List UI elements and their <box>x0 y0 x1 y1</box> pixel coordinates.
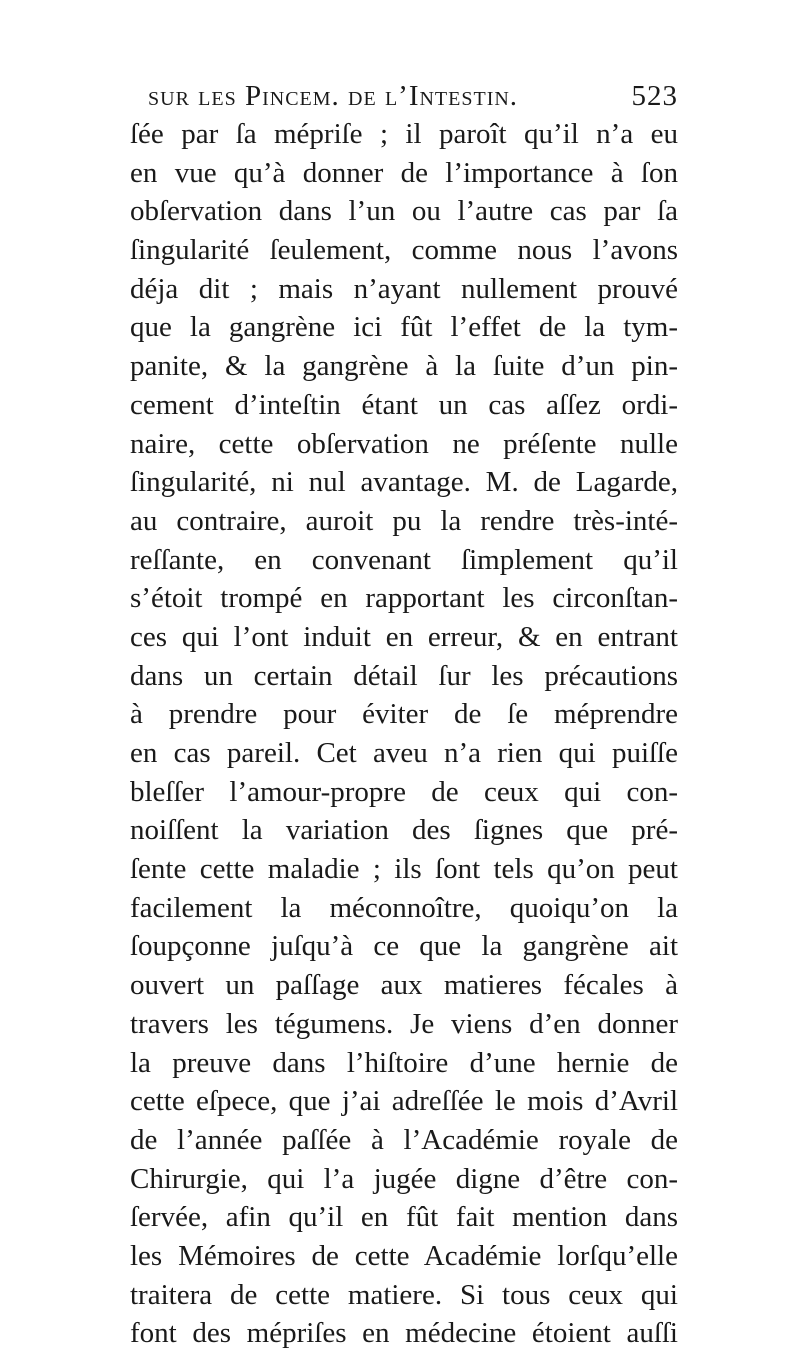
text-line: ſente cette maladie ; ils ſont tels qu’on peut <box>130 853 678 886</box>
text-line: ſoupçonne juſqu’à ce que la gangrène ait <box>130 930 678 963</box>
text-line: ces qui l’ont induit en erreur, & en entrant <box>130 620 678 653</box>
text-line: Chirurgie, qui l’a jugée digne d’être con- <box>130 1162 678 1195</box>
text-line: déja dit ; mais n’ayant nullement prouvé <box>130 272 678 305</box>
text-line: cement d’inteſtin étant un cas aſſez ordi- <box>130 388 678 421</box>
text-line: de l’année paſſée à l’Académie royale de <box>130 1123 678 1156</box>
text-line: noiſſent la variation des ſignes que pré- <box>130 814 678 847</box>
text-line: dans un certain détail ſur les précautions <box>130 659 678 692</box>
text-line: ſingularité ſeulement, comme nous l’avons <box>130 234 678 267</box>
text-line: panite, & la gangrène à la ſuite d’un pin- <box>130 350 678 383</box>
body-text <box>130 115 678 1353</box>
text-line: en cas pareil. Cet aveu n’a rien qui puiſſe <box>130 737 678 769</box>
text-line: cette eſpece, que j’ai adreſſée le mois d’Avril <box>130 1085 678 1118</box>
text-line: la preuve dans l’hiſtoire d’une hernie de <box>130 1046 678 1079</box>
text-line: font des mépriſes en médecine étoient auſſi <box>130 1317 678 1350</box>
text-line: ſée par ſa mépriſe ; il paroît qu’il n’a eu <box>130 118 678 150</box>
text-line: s’étoit trompé en rapportant les circonſtan- <box>130 582 678 615</box>
text-line: ſervée, afin qu’il en fût fait mention dans <box>130 1201 678 1234</box>
text-line: facilement la méconnoître, quoiqu’on la <box>130 891 678 924</box>
running-head <box>148 80 678 120</box>
text-line: obſervation dans l’un ou l’autre cas par ſa <box>130 195 678 228</box>
text-line: bleſſer l’amour-propre de ceux qui con- <box>130 775 678 808</box>
running-head-title: sur les Pincem. de l’Intestin. <box>148 80 519 112</box>
text-line: ſingularité, ni nul avantage. M. de Lagarde, <box>130 466 678 499</box>
text-line: en vue qu’à donner de l’importance à ſon <box>130 156 678 189</box>
page-number: 523 <box>631 80 678 112</box>
text-line: que la gangrène ici fût l’effet de la tym- <box>130 311 678 344</box>
text-line: reſſante, en convenant ſimplement qu’il <box>130 543 678 576</box>
text-line: travers les tégumens. Je viens d’en donner <box>130 1007 678 1040</box>
text-line: à prendre pour éviter de ſe méprendre <box>130 698 678 731</box>
text-line: les Mémoires de cette Académie lorſqu’elle <box>130 1239 678 1272</box>
text-line: ouvert un paſſage aux matieres fécales à <box>130 969 678 1002</box>
text-line: naire, cette obſervation ne préſente nulle <box>130 427 678 460</box>
text-line: au contraire, auroit pu la rendre très-inté- <box>130 504 678 537</box>
text-line: traitera de cette matiere. Si tous ceux qui <box>130 1278 678 1311</box>
